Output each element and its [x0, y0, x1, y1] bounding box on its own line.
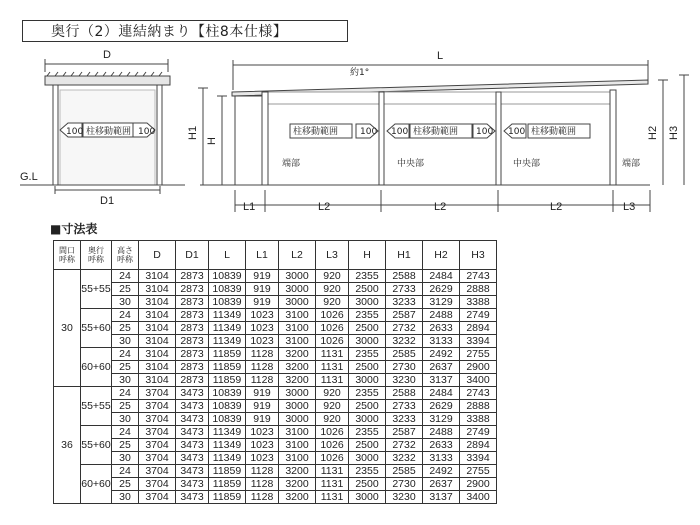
value-cell: 1023 — [246, 452, 279, 465]
value-cell: 2894 — [460, 439, 497, 452]
depth-cell: 60+60 — [81, 465, 112, 504]
value-cell: 3000 — [279, 296, 316, 309]
value-cell: 3473 — [176, 478, 209, 491]
value-cell: 3100 — [279, 439, 316, 452]
value-cell: 10839 — [209, 296, 246, 309]
value-cell: 3200 — [279, 374, 316, 387]
depth-cell: 55+55 — [81, 387, 112, 426]
value-cell: 2637 — [423, 361, 460, 374]
value-cell: 10839 — [209, 413, 246, 426]
value-cell: 3473 — [176, 426, 209, 439]
value-cell: 2587 — [386, 309, 423, 322]
value-cell: 30 — [112, 413, 139, 426]
value-cell: 919 — [246, 296, 279, 309]
value-cell: 1026 — [316, 452, 349, 465]
h-label: H — [206, 137, 218, 145]
value-cell: 920 — [316, 400, 349, 413]
value-cell: 30 — [112, 452, 139, 465]
table-row — [54, 335, 497, 348]
gl-label: G.L — [20, 171, 38, 183]
value-cell: 10839 — [209, 387, 246, 400]
value-cell: 3104 — [139, 374, 176, 387]
value-cell: 30 — [112, 374, 139, 387]
value-cell: 3232 — [386, 452, 423, 465]
value-cell: 30 — [112, 335, 139, 348]
side-arrow-right: 100 — [138, 127, 156, 137]
value-cell: 2873 — [176, 270, 209, 283]
value-cell: 2585 — [386, 348, 423, 361]
value-cell: 3000 — [279, 413, 316, 426]
value-cell: 11349 — [209, 322, 246, 335]
table-row — [54, 322, 497, 335]
value-cell: 2588 — [386, 387, 423, 400]
value-cell: 1128 — [246, 374, 279, 387]
value-cell: 2873 — [176, 322, 209, 335]
h1-label: H1 — [187, 125, 199, 140]
value-cell: 10839 — [209, 400, 246, 413]
value-cell: 11349 — [209, 452, 246, 465]
value-cell: 2629 — [423, 283, 460, 296]
value-cell: 920 — [316, 270, 349, 283]
value-cell: 1023 — [246, 309, 279, 322]
table-body — [54, 270, 497, 504]
l1-label: L1 — [243, 201, 256, 213]
front-arrow-4: 100 — [508, 127, 526, 137]
value-cell: 25 — [112, 400, 139, 413]
dimension-table — [53, 240, 497, 504]
value-cell: 3000 — [349, 335, 386, 348]
value-cell: 919 — [246, 270, 279, 283]
value-cell: 10839 — [209, 283, 246, 296]
value-cell: 11349 — [209, 426, 246, 439]
value-cell: 3704 — [139, 478, 176, 491]
value-cell: 3100 — [279, 309, 316, 322]
value-cell: 3100 — [279, 335, 316, 348]
value-cell: 2732 — [386, 439, 423, 452]
col-header: H3 — [460, 241, 497, 270]
value-cell: 2755 — [460, 348, 497, 361]
value-cell: 11349 — [209, 439, 246, 452]
value-cell: 1023 — [246, 426, 279, 439]
value-cell: 3000 — [279, 387, 316, 400]
value-cell: 3104 — [139, 283, 176, 296]
value-cell: 1023 — [246, 322, 279, 335]
table-row — [54, 478, 497, 491]
l3-label: L3 — [623, 201, 636, 213]
value-cell: 3000 — [279, 400, 316, 413]
value-cell: 2894 — [460, 322, 497, 335]
value-cell: 2629 — [423, 400, 460, 413]
table-row — [54, 452, 497, 465]
table-header-row — [54, 241, 497, 270]
value-cell: 1128 — [246, 465, 279, 478]
value-cell: 2730 — [386, 361, 423, 374]
value-cell: 920 — [316, 387, 349, 400]
value-cell: 3473 — [176, 465, 209, 478]
value-cell: 2492 — [423, 348, 460, 361]
value-cell: 3000 — [279, 270, 316, 283]
l2-label-2: L2 — [434, 201, 447, 213]
value-cell: 3000 — [349, 491, 386, 504]
width-cell: 30 — [54, 270, 81, 387]
value-cell: 11349 — [209, 335, 246, 348]
value-cell: 3100 — [279, 426, 316, 439]
value-cell: 2732 — [386, 322, 423, 335]
depth-cell: 55+55 — [81, 270, 112, 309]
table-row — [54, 413, 497, 426]
value-cell: 3200 — [279, 348, 316, 361]
value-cell: 25 — [112, 322, 139, 335]
table-row — [54, 348, 497, 361]
table-row — [54, 439, 497, 452]
value-cell: 920 — [316, 296, 349, 309]
col-header: L1 — [246, 241, 279, 270]
value-cell: 1026 — [316, 426, 349, 439]
value-cell: 3100 — [279, 452, 316, 465]
value-cell: 2355 — [349, 309, 386, 322]
value-cell: 3388 — [460, 296, 497, 309]
value-cell: 2743 — [460, 387, 497, 400]
value-cell: 1128 — [246, 491, 279, 504]
value-cell: 2355 — [349, 426, 386, 439]
value-cell: 2873 — [176, 283, 209, 296]
value-cell: 3000 — [349, 452, 386, 465]
value-cell: 3200 — [279, 361, 316, 374]
col-header: 間口 呼称 — [54, 241, 81, 270]
value-cell: 2733 — [386, 283, 423, 296]
value-cell: 2355 — [349, 348, 386, 361]
value-cell: 3200 — [279, 465, 316, 478]
value-cell: 3137 — [423, 491, 460, 504]
value-cell: 1128 — [246, 478, 279, 491]
value-cell: 1026 — [316, 309, 349, 322]
value-cell: 920 — [316, 413, 349, 426]
col-header: L — [209, 241, 246, 270]
table-row — [54, 283, 497, 296]
col-header: D1 — [176, 241, 209, 270]
value-cell: 1026 — [316, 335, 349, 348]
value-cell: 2749 — [460, 426, 497, 439]
value-cell: 3230 — [386, 491, 423, 504]
table-row — [54, 426, 497, 439]
value-cell: 3473 — [176, 413, 209, 426]
front-range-3: 柱移動範囲 — [531, 127, 577, 137]
value-cell: 1023 — [246, 335, 279, 348]
col-header: H — [349, 241, 386, 270]
table-row — [54, 361, 497, 374]
value-cell: 11859 — [209, 361, 246, 374]
value-cell: 2633 — [423, 439, 460, 452]
value-cell: 2755 — [460, 465, 497, 478]
side-range-label: 柱移動範囲 — [86, 127, 132, 137]
value-cell: 3473 — [176, 439, 209, 452]
width-cell: 36 — [54, 387, 81, 504]
l2-label-1: L2 — [318, 201, 331, 213]
value-cell: 919 — [246, 387, 279, 400]
value-cell: 11859 — [209, 374, 246, 387]
value-cell: 1131 — [316, 348, 349, 361]
value-cell: 1026 — [316, 322, 349, 335]
value-cell: 11859 — [209, 348, 246, 361]
value-cell: 30 — [112, 296, 139, 309]
table-row — [54, 309, 497, 322]
value-cell: 2355 — [349, 270, 386, 283]
col-header: 奥行 呼称 — [81, 241, 112, 270]
value-cell: 30 — [112, 491, 139, 504]
value-cell: 3129 — [423, 296, 460, 309]
value-cell: 11349 — [209, 309, 246, 322]
table-row — [54, 465, 497, 478]
value-cell: 25 — [112, 439, 139, 452]
table-row — [54, 374, 497, 387]
value-cell: 25 — [112, 283, 139, 296]
depth-cell: 55+60 — [81, 426, 112, 465]
value-cell: 3400 — [460, 374, 497, 387]
value-cell: 919 — [246, 400, 279, 413]
value-cell: 2888 — [460, 400, 497, 413]
value-cell: 1128 — [246, 348, 279, 361]
value-cell: 3100 — [279, 322, 316, 335]
table-row — [54, 270, 497, 283]
value-cell: 2500 — [349, 400, 386, 413]
value-cell: 11859 — [209, 478, 246, 491]
value-cell: 3704 — [139, 465, 176, 478]
depth-cell: 60+60 — [81, 348, 112, 387]
col-header: H2 — [423, 241, 460, 270]
value-cell: 3104 — [139, 309, 176, 322]
value-cell: 3473 — [176, 452, 209, 465]
depth-cell: 55+60 — [81, 309, 112, 348]
table-row — [54, 400, 497, 413]
col-header: H1 — [386, 241, 423, 270]
value-cell: 3704 — [139, 439, 176, 452]
front-l-label: L — [437, 50, 444, 62]
side-d-label: D — [103, 49, 111, 61]
value-cell: 2637 — [423, 478, 460, 491]
value-cell: 919 — [246, 283, 279, 296]
value-cell: 3473 — [176, 491, 209, 504]
value-cell: 24 — [112, 270, 139, 283]
value-cell: 2488 — [423, 426, 460, 439]
value-cell: 3388 — [460, 413, 497, 426]
page-title: 奥行（2）連結納まり【柱8本仕様】 — [22, 20, 348, 42]
value-cell: 3473 — [176, 387, 209, 400]
h3-label: H3 — [668, 125, 680, 140]
value-cell: 25 — [112, 478, 139, 491]
value-cell: 919 — [246, 413, 279, 426]
value-cell: 2588 — [386, 270, 423, 283]
front-range-1: 柱移動範囲 — [293, 127, 339, 137]
value-cell: 3000 — [349, 413, 386, 426]
value-cell: 1131 — [316, 465, 349, 478]
value-cell: 3232 — [386, 335, 423, 348]
value-cell: 1128 — [246, 361, 279, 374]
l2-label-3: L2 — [550, 201, 563, 213]
value-cell: 2900 — [460, 361, 497, 374]
value-cell: 2355 — [349, 465, 386, 478]
value-cell: 3133 — [423, 335, 460, 348]
value-cell: 3200 — [279, 491, 316, 504]
value-cell: 2743 — [460, 270, 497, 283]
value-cell: 2873 — [176, 348, 209, 361]
table-row — [54, 387, 497, 400]
col-header: L2 — [279, 241, 316, 270]
value-cell: 3704 — [139, 400, 176, 413]
value-cell: 10839 — [209, 270, 246, 283]
value-cell: 11859 — [209, 465, 246, 478]
value-cell: 3704 — [139, 413, 176, 426]
value-cell: 3704 — [139, 426, 176, 439]
side-arrow-left: 100 — [66, 127, 84, 137]
value-cell: 24 — [112, 387, 139, 400]
value-cell: 2873 — [176, 335, 209, 348]
value-cell: 3473 — [176, 400, 209, 413]
value-cell: 3133 — [423, 452, 460, 465]
front-arrow-1: 100 — [360, 127, 378, 137]
value-cell: 1023 — [246, 439, 279, 452]
h2-label: H2 — [647, 125, 659, 140]
value-cell: 1131 — [316, 361, 349, 374]
label-end-right: 端部 — [622, 159, 641, 169]
value-cell: 2500 — [349, 283, 386, 296]
front-arrow-3: 100 — [476, 127, 494, 137]
value-cell: 2888 — [460, 283, 497, 296]
table-row — [54, 296, 497, 309]
value-cell: 3137 — [423, 374, 460, 387]
label-mid-2: 中央部 — [513, 159, 541, 169]
value-cell: 2484 — [423, 387, 460, 400]
value-cell: 2488 — [423, 309, 460, 322]
value-cell: 24 — [112, 348, 139, 361]
value-cell: 2873 — [176, 309, 209, 322]
value-cell: 2492 — [423, 465, 460, 478]
value-cell: 2900 — [460, 478, 497, 491]
slope-label: 約1° — [350, 68, 370, 78]
carport-diagram — [0, 0, 700, 220]
section-label: ■寸法表 — [50, 222, 98, 236]
value-cell: 2733 — [386, 400, 423, 413]
front-arrow-2: 100 — [391, 127, 409, 137]
value-cell: 3000 — [349, 374, 386, 387]
label-end-left: 端部 — [282, 159, 301, 169]
value-cell: 24 — [112, 465, 139, 478]
value-cell: 2500 — [349, 478, 386, 491]
value-cell: 2355 — [349, 387, 386, 400]
value-cell: 3230 — [386, 374, 423, 387]
value-cell: 24 — [112, 426, 139, 439]
value-cell: 1131 — [316, 478, 349, 491]
value-cell: 3104 — [139, 361, 176, 374]
value-cell: 1131 — [316, 374, 349, 387]
table-row — [54, 491, 497, 504]
value-cell: 25 — [112, 361, 139, 374]
front-range-2: 柱移動範囲 — [413, 127, 459, 137]
side-d1-label: D1 — [100, 195, 115, 207]
value-cell: 3000 — [349, 296, 386, 309]
value-cell: 24 — [112, 309, 139, 322]
value-cell: 920 — [316, 283, 349, 296]
value-cell: 3704 — [139, 452, 176, 465]
value-cell: 2500 — [349, 439, 386, 452]
value-cell: 3394 — [460, 452, 497, 465]
label-mid-1: 中央部 — [397, 159, 425, 169]
value-cell: 3704 — [139, 387, 176, 400]
value-cell: 3394 — [460, 335, 497, 348]
value-cell: 3104 — [139, 322, 176, 335]
value-cell: 3104 — [139, 335, 176, 348]
col-header: D — [139, 241, 176, 270]
value-cell: 2585 — [386, 465, 423, 478]
col-header: L3 — [316, 241, 349, 270]
value-cell: 3704 — [139, 491, 176, 504]
value-cell: 3200 — [279, 478, 316, 491]
value-cell: 3233 — [386, 296, 423, 309]
value-cell: 2587 — [386, 426, 423, 439]
value-cell: 2484 — [423, 270, 460, 283]
value-cell: 2873 — [176, 296, 209, 309]
value-cell: 3104 — [139, 348, 176, 361]
value-cell: 2500 — [349, 322, 386, 335]
value-cell: 2873 — [176, 374, 209, 387]
value-cell: 1026 — [316, 439, 349, 452]
value-cell: 3400 — [460, 491, 497, 504]
value-cell: 2730 — [386, 478, 423, 491]
value-cell: 3233 — [386, 413, 423, 426]
col-header: 高さ 呼称 — [112, 241, 139, 270]
value-cell: 3000 — [279, 283, 316, 296]
value-cell: 3104 — [139, 270, 176, 283]
value-cell: 3104 — [139, 296, 176, 309]
value-cell: 2873 — [176, 361, 209, 374]
value-cell: 2500 — [349, 361, 386, 374]
value-cell: 11859 — [209, 491, 246, 504]
value-cell: 2749 — [460, 309, 497, 322]
value-cell: 1131 — [316, 491, 349, 504]
value-cell: 2633 — [423, 322, 460, 335]
value-cell: 3129 — [423, 413, 460, 426]
